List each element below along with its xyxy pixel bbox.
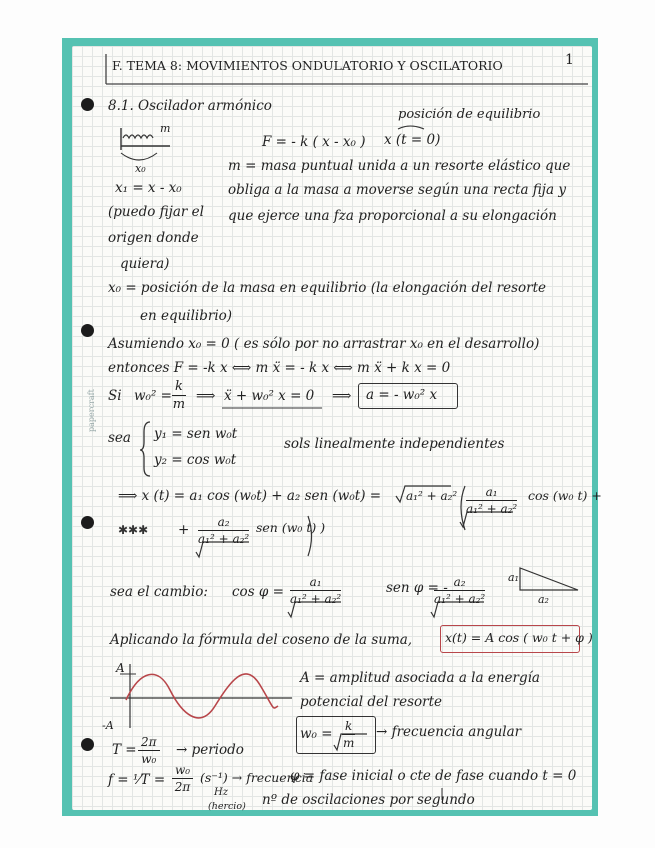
acceleration-formula: a = - w₀² x	[366, 387, 438, 403]
cos-phi-fraction: $\frac{\text{a₁}}{\text{a₁² + a₂²}}$	[290, 575, 342, 606]
hertz-label: (hercio)	[208, 801, 246, 812]
k-over-m: $\frac{k}{m}$	[172, 379, 186, 412]
solution-y1: y₁ = sen w₀t	[154, 426, 238, 442]
omega-squared: w₀² =	[134, 388, 172, 404]
side-note-line: origen donde	[108, 230, 199, 246]
sqrt-content: a₁² + a₂²	[406, 489, 458, 503]
angular-frequency-desc: → frecuencia angular	[376, 724, 522, 740]
assumption-line: Asumiendo x₀ = 0 ( es sólo por no arrastrar x₀ en el desarrollo)	[108, 336, 540, 352]
page-number: 1	[565, 52, 574, 68]
implies-arrow: ⟹	[196, 388, 216, 404]
equilibrium-label: posición de equilibrio	[398, 107, 541, 122]
x0-label: x₀	[135, 162, 146, 175]
cos-term: cos (w₀ t) +	[528, 488, 602, 503]
assumption-line: entonces F = -k x ⟺ m ẍ = - k x ⟺ m ẍ + k x = 0	[108, 360, 451, 376]
frequency-fraction: $\frac{\text{w₀}}{2\pi}$	[172, 764, 193, 793]
si-label: Si	[108, 388, 122, 404]
side-note-line: (puedo fijar el	[108, 204, 204, 220]
differential-equation: ẍ + w₀² x = 0	[224, 388, 315, 404]
cos-phi: cos φ =	[232, 584, 284, 600]
section-title: 8.1. Oscilador armónico	[108, 98, 272, 114]
solution-y2: y₂ = cos w₀t	[154, 452, 237, 468]
general-solution: ⟹ x (t) = a₁ cos (w₀t) + a₂ sen (w₀t) =	[118, 488, 382, 504]
sen-term: sen (w₀ t) )	[256, 520, 326, 535]
watermark: papercraft	[87, 389, 96, 432]
frequency-lhs: f = ¹⁄T =	[108, 772, 166, 788]
graph-negative-amplitude-label: -A	[102, 719, 114, 732]
mass-label: m	[160, 122, 171, 135]
mass-definition-line: que ejerce una fza proporcional a su elongación	[228, 208, 557, 224]
period-fraction: $\frac{2\pi}{\text{w₀}}$	[138, 736, 160, 765]
x0-definition: en equilibrio)	[140, 308, 233, 324]
sea-label: sea	[108, 430, 131, 446]
triangle-a2: a₂	[538, 593, 549, 606]
phase-definition: φ = fase inicial o cte de fase cuando t = 0	[290, 768, 577, 784]
side-note-line: quiera)	[120, 256, 170, 272]
force-equation: F = - k ( x - x₀ )	[262, 134, 366, 150]
cosine-formula-text: Aplicando la fórmula del coseno de la suma,	[110, 632, 413, 648]
amplitude-definition: potencial del resorte	[300, 694, 443, 710]
amplitude-definition: A = amplitud asociada a la energía	[300, 670, 540, 686]
omega-fraction: $\frac{k}{m}$	[342, 719, 355, 750]
mass-definition-line: obliga a la masa a moverse según una recta fija y	[228, 182, 566, 198]
side-note-line: x₁ = x - x₀	[115, 180, 182, 196]
fraction-a1: $\frac{\text{a₁}}{\text{a₁² + a₂²}}$	[466, 485, 518, 516]
implies-arrow: ⟹	[332, 388, 352, 404]
fraction-a2: $\frac{\text{a₂}}{\text{a₁² + a₂²}}$	[198, 515, 250, 546]
frequency-unit: (s⁻¹) → frecuencia	[200, 770, 314, 785]
omega-lhs: w₀ =	[300, 726, 333, 742]
graph-amplitude-label: A	[116, 661, 125, 675]
triangle-a1: a₁	[508, 571, 519, 584]
page-title: F. TEMA 8: MOVIMIENTOS ONDULATORIO Y OSCILATORIO	[112, 58, 503, 73]
oscillations-desc: nº de oscilaciones por segundo	[262, 792, 475, 808]
sen-phi: sen φ = -	[386, 580, 448, 596]
x0-definition: x₀ = posición de la masa en equilibrio (la elongación del resorte	[108, 280, 547, 296]
hz-label: Hz	[214, 787, 228, 798]
plus-sign: +	[178, 522, 190, 538]
equilibrium-expr: x (t = 0)	[384, 132, 441, 148]
final-solution: x(t) = A cos ( w₀ t + φ )	[445, 630, 593, 645]
mass-definition-line: m = masa puntual unida a un resorte elástico que	[228, 158, 571, 174]
independence-note: sols linealmente independientes	[284, 436, 505, 452]
change-label: sea el cambio:	[110, 584, 208, 600]
sen-phi-fraction: $\frac{\text{a₂}}{\text{a₁² + a₂²}}$	[434, 575, 486, 606]
period-desc: → periodo	[176, 742, 244, 758]
scribble: ✱✱✱	[118, 523, 149, 537]
period-lhs: T =	[112, 742, 137, 758]
